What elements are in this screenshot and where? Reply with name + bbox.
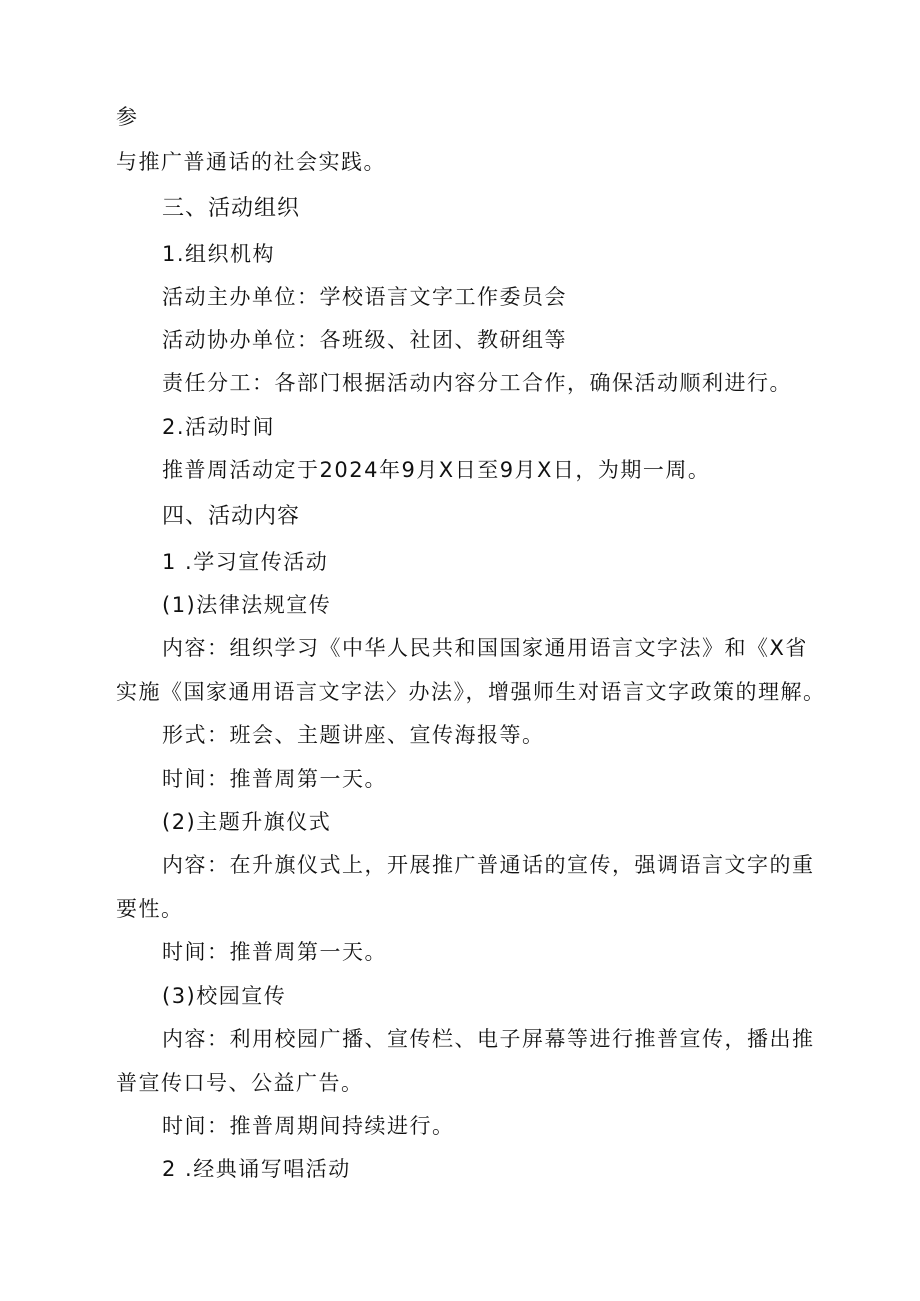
paragraph-line: 内容：利用校园广播、宣传栏、电子屏幕等进行推普宣传，播出推 xyxy=(162,1027,815,1051)
subsection-heading: 2.活动时间 xyxy=(162,415,276,439)
paragraph-line: 形式：班会、主题讲座、宣传海报等。 xyxy=(162,723,545,747)
paragraph-line: 时间：推普周第一天。 xyxy=(162,767,387,791)
paragraph-line: 参 xyxy=(116,105,139,129)
section-heading: 四、活动内容 xyxy=(162,504,301,529)
paragraph-line: 时间：推普周第一天。 xyxy=(162,940,387,964)
paragraph-line: 责任分工：各部门根据活动内容分工合作，确保活动顺利进行。 xyxy=(162,371,792,395)
item-heading: (3)校园宣传 xyxy=(162,984,287,1008)
paragraph-line: 要性。 xyxy=(116,897,184,921)
paragraph-line: 活动协办单位：各班级、社团、教研组等 xyxy=(162,328,567,352)
section-heading: 三、活动组织 xyxy=(162,196,301,221)
paragraph-line: 内容：在升旗仪式上，开展推广普通话的宣传，强调语言文字的重 xyxy=(162,853,815,877)
paragraph-line: 实施《国家通用语言文字法〉办法》，增强师生对语言文字政策的理解。 xyxy=(116,680,826,704)
subsection-heading: 1.组织机构 xyxy=(162,242,276,266)
paragraph-line: 活动主办单位：学校语言文字工作委员会 xyxy=(162,285,567,309)
paragraph-line: 与推广普通话的社会实践。 xyxy=(116,150,386,174)
paragraph-line: 时间：推普周期间持续进行。 xyxy=(162,1114,455,1138)
paragraph-line: 内容：组织学习《中华人民共和国国家通用语言文字法》和《X省 xyxy=(162,636,808,660)
paragraph-line: 普宣传口号、公益广告。 xyxy=(116,1071,364,1095)
paragraph-line: 推普周活动定于2024年9月X日至9月X日，为期一周。 xyxy=(162,458,711,482)
subsection-heading: 2 .经典诵写唱活动 xyxy=(162,1157,351,1181)
subsection-heading: 1 .学习宣传活动 xyxy=(162,550,329,574)
item-heading: (1)法律法规宣传 xyxy=(162,593,332,617)
item-heading: (2)主题升旗仪式 xyxy=(162,810,332,834)
